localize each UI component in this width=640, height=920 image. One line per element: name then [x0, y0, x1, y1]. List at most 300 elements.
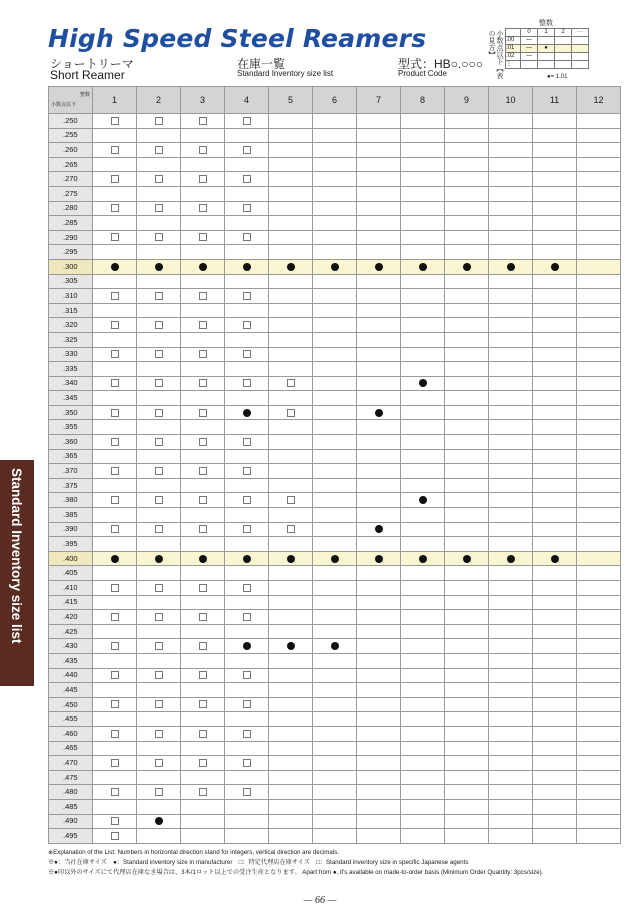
inventory-cell — [357, 653, 401, 668]
inventory-cell — [489, 508, 533, 523]
inventory-cell — [225, 157, 269, 172]
table-row — [49, 566, 621, 581]
key-column: ··· — [572, 29, 589, 37]
table-row — [49, 683, 621, 698]
inventory-cell — [577, 770, 621, 785]
manufacturer-stock-dot-icon — [375, 525, 383, 533]
inventory-cell — [181, 493, 225, 508]
inventory-cell — [313, 581, 357, 596]
inventory-cell — [577, 683, 621, 698]
inventory-cell — [489, 683, 533, 698]
agent-stock-square-icon — [155, 146, 163, 154]
inventory-cell — [357, 595, 401, 610]
inventory-cell — [489, 668, 533, 683]
inventory-cell — [181, 478, 225, 493]
inventory-cell — [489, 435, 533, 450]
inventory-cell — [181, 332, 225, 347]
inventory-cell — [533, 522, 577, 537]
inventory-cell — [489, 726, 533, 741]
inventory-cell — [533, 726, 577, 741]
inventory-cell — [533, 595, 577, 610]
decimal-label: .365 — [49, 449, 93, 464]
inventory-cell — [577, 566, 621, 581]
inventory-cell — [269, 245, 313, 260]
inventory-cell — [533, 741, 577, 756]
inventory-cell — [269, 712, 313, 727]
table-row — [49, 799, 621, 814]
inventory-cell — [489, 712, 533, 727]
inventory-cell — [401, 245, 445, 260]
agent-stock-square-icon — [155, 117, 163, 125]
inventory-cell — [533, 216, 577, 231]
inventory-cell — [577, 712, 621, 727]
agent-stock-square-icon — [199, 525, 207, 533]
inventory-cell — [269, 624, 313, 639]
decimal-label: .385 — [49, 508, 93, 523]
agent-stock-square-icon — [155, 321, 163, 329]
key-header-label: 整数 — [539, 20, 553, 27]
key-cell — [572, 53, 589, 61]
decimal-label: .370 — [49, 464, 93, 479]
agent-stock-square-icon — [243, 117, 251, 125]
inventory-cell — [93, 201, 137, 216]
inventory-cell — [313, 332, 357, 347]
inventory-cell — [269, 332, 313, 347]
key-cell — [572, 45, 589, 53]
inventory-cell — [489, 376, 533, 391]
inventory-cell — [489, 347, 533, 362]
inventory-cell — [181, 726, 225, 741]
inventory-cell — [577, 303, 621, 318]
inventory-cell — [577, 289, 621, 304]
inventory-cell — [445, 186, 489, 201]
inventory-cell — [533, 683, 577, 698]
inventory-cell — [181, 508, 225, 523]
inventory-cell — [137, 566, 181, 581]
inventory-cell — [313, 508, 357, 523]
inventory-cell — [181, 697, 225, 712]
agent-stock-square-icon — [155, 671, 163, 679]
inventory-cell — [225, 610, 269, 625]
inventory-cell — [401, 143, 445, 158]
inventory-cell — [93, 186, 137, 201]
inventory-cell — [225, 581, 269, 596]
table-row — [49, 318, 621, 333]
inventory-cell — [93, 347, 137, 362]
agent-stock-square-icon — [155, 379, 163, 387]
inventory-cell — [489, 274, 533, 289]
inventory-cell — [357, 610, 401, 625]
agent-stock-square-icon — [155, 438, 163, 446]
inventory-cell — [93, 581, 137, 596]
inventory-cell — [225, 697, 269, 712]
inventory-cell — [181, 770, 225, 785]
inventory-cell — [93, 799, 137, 814]
inventory-cell — [533, 756, 577, 771]
key-row-label: .01 — [506, 45, 521, 53]
inventory-cell — [93, 362, 137, 377]
inventory-cell — [225, 566, 269, 581]
inventory-cell — [225, 522, 269, 537]
decimal-label: .350 — [49, 405, 93, 420]
decimal-label: .340 — [49, 376, 93, 391]
table-row — [49, 785, 621, 800]
inventory-cell — [489, 814, 533, 829]
inventory-cell — [93, 435, 137, 450]
inventory-cell — [269, 595, 313, 610]
inventory-cell — [137, 581, 181, 596]
inventory-cell — [181, 143, 225, 158]
inventory-cell — [181, 683, 225, 698]
inventory-cell — [269, 347, 313, 362]
decimal-label: .330 — [49, 347, 93, 362]
inventory-cell — [313, 274, 357, 289]
inventory-cell — [357, 566, 401, 581]
inventory-cell — [93, 274, 137, 289]
inventory-cell — [445, 639, 489, 654]
inventory-cell — [357, 245, 401, 260]
inventory-cell — [445, 581, 489, 596]
inventory-cell — [577, 595, 621, 610]
inventory-cell — [445, 551, 489, 566]
agent-stock-square-icon — [111, 233, 119, 241]
inventory-cell — [577, 143, 621, 158]
decimal-label: .320 — [49, 318, 93, 333]
agent-stock-square-icon — [155, 350, 163, 358]
inventory-cell — [401, 347, 445, 362]
inventory-cell — [445, 201, 489, 216]
inventory-cell — [93, 376, 137, 391]
inventory-cell — [401, 624, 445, 639]
agent-stock-square-icon — [155, 584, 163, 592]
table-row — [49, 829, 621, 844]
inventory-cell — [489, 697, 533, 712]
footnotes — [48, 848, 543, 878]
inventory-cell — [269, 216, 313, 231]
inventory-cell — [181, 814, 225, 829]
inventory-cell — [357, 537, 401, 552]
agent-stock-square-icon — [243, 146, 251, 154]
inventory-cell — [93, 522, 137, 537]
inventory-cell — [401, 668, 445, 683]
inventory-cell — [269, 143, 313, 158]
table-row — [49, 420, 621, 435]
inventory-cell — [93, 829, 137, 844]
manufacturer-stock-dot-icon — [551, 555, 559, 563]
inventory-cell — [225, 318, 269, 333]
inventory-cell — [401, 493, 445, 508]
inventory-cell — [489, 478, 533, 493]
inventory-cell — [269, 668, 313, 683]
inventory-cell — [313, 756, 357, 771]
agent-stock-square-icon — [111, 321, 119, 329]
inventory-cell — [269, 785, 313, 800]
inventory-cell — [225, 435, 269, 450]
inventory-cell — [489, 216, 533, 231]
inventory-cell — [181, 420, 225, 435]
inventory-cell — [533, 624, 577, 639]
inventory-cell — [225, 756, 269, 771]
table-row — [49, 537, 621, 552]
inventory-cell — [401, 756, 445, 771]
inventory-cell — [181, 405, 225, 420]
inventory-cell — [93, 303, 137, 318]
inventory-cell — [313, 318, 357, 333]
manufacturer-stock-dot-icon — [419, 496, 427, 504]
inventory-cell — [269, 478, 313, 493]
inventory-cell — [489, 770, 533, 785]
inventory-cell — [533, 143, 577, 158]
inventory-cell — [181, 230, 225, 245]
inventory-cell — [533, 581, 577, 596]
table-row — [49, 464, 621, 479]
decimal-label: .450 — [49, 697, 93, 712]
manufacturer-stock-dot-icon — [243, 555, 251, 563]
inventory-cell — [181, 464, 225, 479]
agent-stock-square-icon — [155, 175, 163, 183]
agent-stock-square-icon — [243, 700, 251, 708]
inventory-cell — [357, 624, 401, 639]
table-row — [49, 668, 621, 683]
manufacturer-stock-dot-icon — [419, 555, 427, 563]
inventory-cell — [313, 595, 357, 610]
inventory-cell — [93, 726, 137, 741]
inventory-cell — [357, 435, 401, 450]
inventory-cell — [225, 829, 269, 844]
inventory-cell — [357, 362, 401, 377]
inventory-cell — [137, 303, 181, 318]
inventory-cell — [401, 464, 445, 479]
inventory-cell — [269, 376, 313, 391]
inventory-cell — [533, 201, 577, 216]
inventory-cell — [313, 143, 357, 158]
inventory-cell — [401, 186, 445, 201]
inventory-cell — [269, 814, 313, 829]
inventory-cell — [93, 712, 137, 727]
inventory-cell — [357, 756, 401, 771]
inventory-cell — [137, 114, 181, 129]
inventory-cell — [137, 726, 181, 741]
inventory-cell — [489, 230, 533, 245]
inventory-cell — [137, 478, 181, 493]
inventory-cell — [269, 653, 313, 668]
inventory-cell — [313, 172, 357, 187]
inventory-cell — [225, 186, 269, 201]
decimal-label: .360 — [49, 435, 93, 450]
column-header: 11 — [533, 87, 577, 114]
inventory-cell — [401, 508, 445, 523]
inventory-cell — [225, 230, 269, 245]
agent-stock-square-icon — [111, 832, 119, 840]
inventory-cell — [181, 435, 225, 450]
inventory-cell — [269, 829, 313, 844]
inventory-cell — [533, 259, 577, 274]
inventory-cell — [137, 595, 181, 610]
inventory-cell — [313, 478, 357, 493]
inventory-cell — [445, 303, 489, 318]
inventory-cell — [489, 245, 533, 260]
inventory-cell — [225, 464, 269, 479]
key-cell — [521, 61, 538, 69]
inventory-cell — [533, 449, 577, 464]
decimal-label: .395 — [49, 537, 93, 552]
manufacturer-stock-dot-icon — [243, 642, 251, 650]
agent-stock-square-icon — [111, 525, 119, 533]
agent-stock-square-icon — [199, 292, 207, 300]
agent-stock-square-icon — [155, 788, 163, 796]
key-footer: ●= 1.01 — [547, 74, 568, 80]
inventory-cell — [137, 610, 181, 625]
inventory-cell — [445, 376, 489, 391]
inventory-cell — [269, 493, 313, 508]
inventory-cell — [137, 172, 181, 187]
inventory-cell — [533, 274, 577, 289]
agent-stock-square-icon — [243, 438, 251, 446]
inventory-cell — [225, 376, 269, 391]
inventory-cell — [445, 478, 489, 493]
inventory-cell — [93, 537, 137, 552]
table-row — [49, 449, 621, 464]
decimal-label: .265 — [49, 157, 93, 172]
key-row-label: .00 — [506, 37, 521, 45]
inventory-cell — [577, 581, 621, 596]
inventory-cell — [225, 493, 269, 508]
column-header: 1 — [93, 87, 137, 114]
inventory-cell — [225, 274, 269, 289]
inventory-cell — [577, 201, 621, 216]
agent-stock-square-icon — [155, 613, 163, 621]
table-row — [49, 201, 621, 216]
inventory-cell — [577, 449, 621, 464]
inventory-cell — [489, 114, 533, 129]
inventory-cell — [445, 391, 489, 406]
inventory-cell — [577, 697, 621, 712]
inventory-cell — [93, 756, 137, 771]
inventory-cell — [533, 785, 577, 800]
inventory-cell — [181, 639, 225, 654]
manufacturer-stock-dot-icon — [199, 263, 207, 271]
agent-stock-square-icon — [243, 204, 251, 212]
inventory-cell — [357, 332, 401, 347]
manufacturer-stock-dot-icon — [331, 263, 339, 271]
inventory-cell — [489, 464, 533, 479]
inventory-cell — [357, 114, 401, 129]
inventory-cell — [489, 785, 533, 800]
manufacturer-stock-dot-icon — [375, 555, 383, 563]
inventory-cell — [577, 405, 621, 420]
inventory-cell — [181, 347, 225, 362]
agent-stock-square-icon — [243, 759, 251, 767]
table-row — [49, 770, 621, 785]
inventory-cell — [137, 405, 181, 420]
inventory-cell — [357, 814, 401, 829]
inventory-cell — [225, 712, 269, 727]
inventory-cell — [137, 493, 181, 508]
inventory-cell — [533, 712, 577, 727]
inventory-cell — [533, 653, 577, 668]
inventory-cell — [357, 668, 401, 683]
inventory-cell — [137, 770, 181, 785]
inventory-cell — [401, 799, 445, 814]
inventory-cell — [489, 653, 533, 668]
inventory-cell — [313, 201, 357, 216]
inventory-cell — [313, 537, 357, 552]
inventory-cell — [533, 566, 577, 581]
inventory-cell — [357, 770, 401, 785]
inventory-cell — [313, 610, 357, 625]
inventory-cell — [357, 201, 401, 216]
inventory-cell — [445, 712, 489, 727]
inventory-cell — [445, 435, 489, 450]
decimal-label: .355 — [49, 420, 93, 435]
agent-stock-square-icon — [243, 233, 251, 241]
inventory-cell — [269, 770, 313, 785]
agent-stock-square-icon — [155, 759, 163, 767]
inventory-cell — [489, 610, 533, 625]
decimal-label: .475 — [49, 770, 93, 785]
inventory-cell — [577, 610, 621, 625]
inventory-cell — [577, 230, 621, 245]
inventory-cell — [401, 595, 445, 610]
inventory-cell — [489, 420, 533, 435]
key-column: 2 — [555, 29, 572, 37]
inventory-cell — [313, 245, 357, 260]
inventory-cell — [269, 157, 313, 172]
table-row — [49, 391, 621, 406]
agent-stock-square-icon — [199, 409, 207, 417]
table-row — [49, 114, 621, 129]
inventory-cell — [577, 128, 621, 143]
agent-stock-square-icon — [199, 146, 207, 154]
inventory-cell — [313, 362, 357, 377]
inventory-cell — [357, 741, 401, 756]
table-row — [49, 216, 621, 231]
inventory-cell — [401, 157, 445, 172]
inventory-cell — [533, 245, 577, 260]
inventory-cell — [445, 610, 489, 625]
table-row — [49, 551, 621, 566]
agent-stock-square-icon — [155, 525, 163, 533]
table-row — [49, 362, 621, 377]
agent-stock-square-icon — [111, 438, 119, 446]
inventory-cell — [181, 829, 225, 844]
inventory-cell — [489, 799, 533, 814]
decimal-label: .325 — [49, 332, 93, 347]
inventory-cell — [93, 566, 137, 581]
inventory-cell — [137, 741, 181, 756]
inventory-cell — [93, 624, 137, 639]
agent-stock-square-icon — [199, 584, 207, 592]
agent-stock-square-icon — [243, 379, 251, 387]
decimal-label: .470 — [49, 756, 93, 771]
inventory-cell — [269, 464, 313, 479]
inventory-cell — [401, 566, 445, 581]
agent-stock-square-icon — [287, 496, 295, 504]
inventory-cell — [357, 405, 401, 420]
agent-stock-square-icon — [199, 175, 207, 183]
inventory-cell — [445, 756, 489, 771]
inventory-cell — [445, 259, 489, 274]
agent-stock-square-icon — [111, 204, 119, 212]
inventory-cell — [137, 683, 181, 698]
manufacturer-stock-dot-icon — [463, 263, 471, 271]
inventory-cell — [489, 537, 533, 552]
manufacturer-stock-dot-icon — [375, 409, 383, 417]
inventory-cell — [489, 318, 533, 333]
inventory-cell — [445, 770, 489, 785]
agent-stock-square-icon — [199, 321, 207, 329]
manufacturer-stock-dot-icon — [111, 263, 119, 271]
